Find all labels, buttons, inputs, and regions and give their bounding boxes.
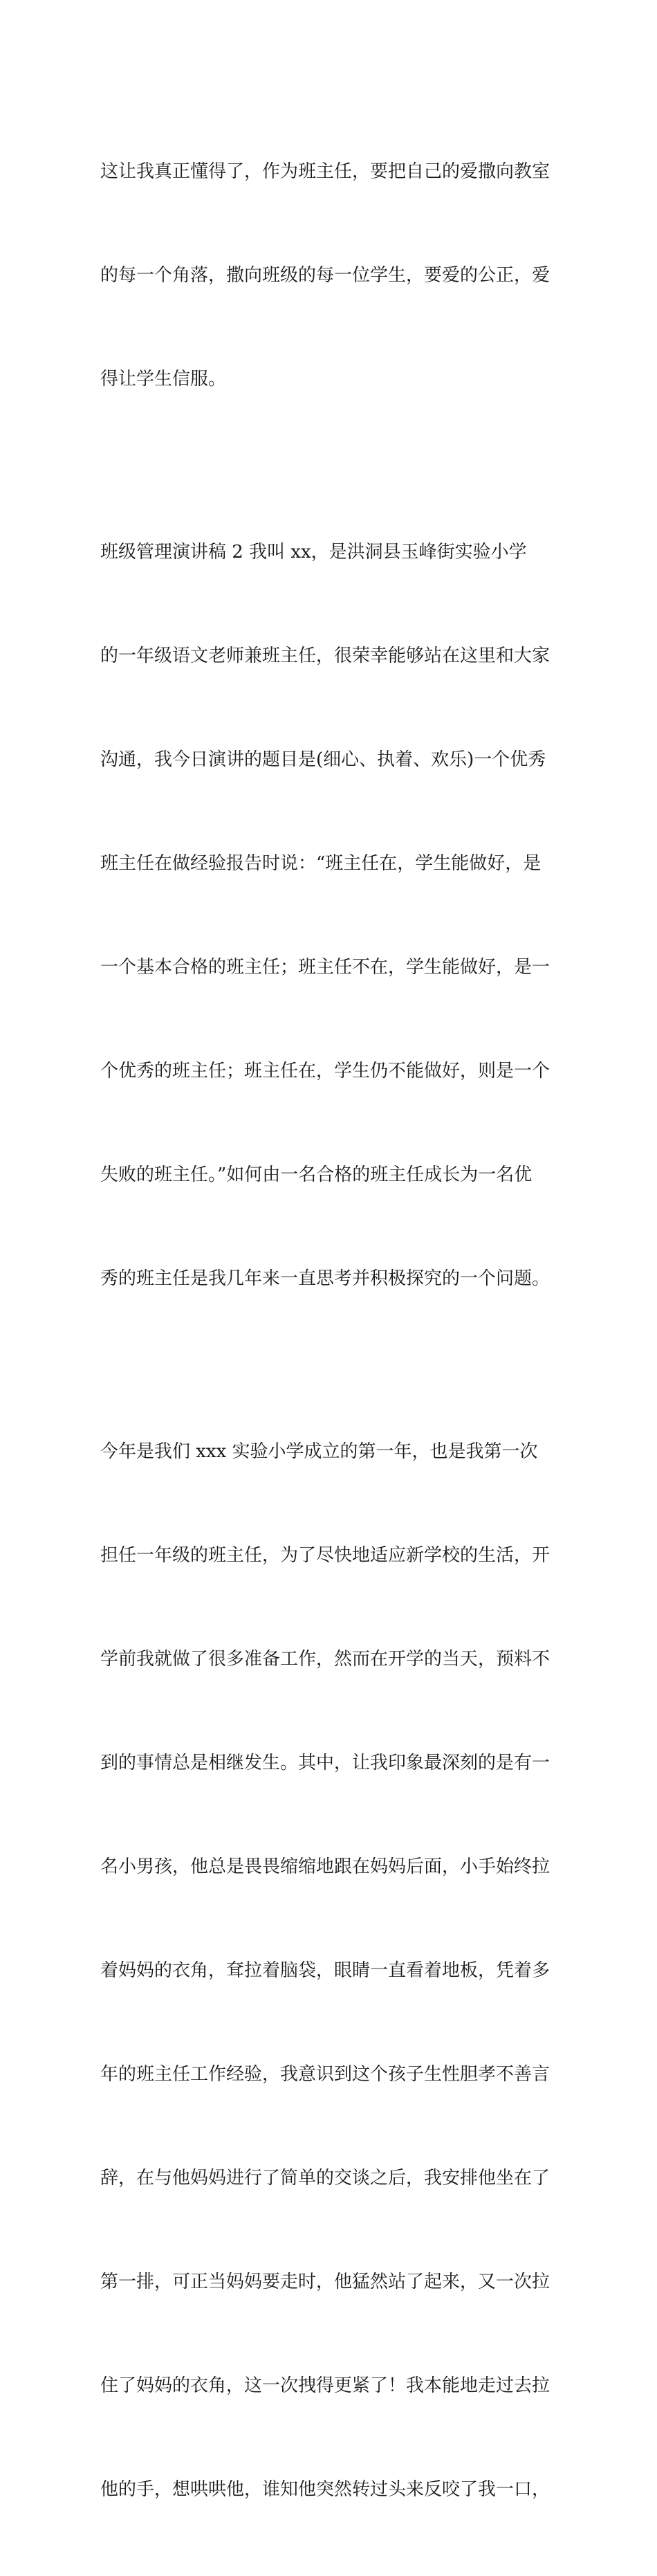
text-line: 着妈妈的衣角，耷拉着脑袋，眼睛一直看着地板，凭着多 — [100, 1960, 550, 1981]
text-line: 一个基本合格的班主任；班主任不在，学生能做好，是一 — [100, 957, 550, 978]
text-line: 今年是我们 xxx 实验小学成立的第一年，也是我第一次 — [100, 1441, 538, 1462]
text-line: 他的手，想哄哄他，谁知他突然转过头来反咬了我一口， — [100, 2479, 550, 2500]
text-line: 班级管理演讲稿 2 我叫 xx，是洪洞县玉峰街实验小学 — [100, 542, 527, 563]
text-line: 辞，在与他妈妈进行了简单的交谈之后，我安排他坐在了 — [100, 2168, 550, 2189]
text-line: 名小男孩，他总是畏畏缩缩地跟在妈妈后面，小手始终拉 — [100, 1856, 550, 1877]
text-line: 沟通，我今日演讲的题目是(细心、执着、欢乐)一个优秀 — [100, 749, 546, 770]
text-line: 的每一个角落，撒向班级的每一位学生，要爱的公正，爱 — [100, 265, 550, 286]
text-line: 秀的班主任是我几年来一直思考并积极探究的一个问题。 — [100, 1268, 550, 1289]
document-body — [100, 85, 558, 2576]
text-line: 到的事情总是相继发生。其中，让我印象最深刻的是有一 — [100, 1753, 550, 1773]
text-line: 的一年级语文老师兼班主任，很荣幸能够站在这里和大家 — [100, 646, 550, 666]
paragraph-3 — [100, 1365, 558, 2576]
text-line: 失败的班主任。”如何由一名合格的班主任成长为一名优 — [100, 1164, 533, 1185]
text-line: 班主任在做经验报告时说：“班主任在，学生能做好，是 — [100, 853, 542, 874]
text-line: 得让学生信服。 — [100, 369, 227, 390]
text-line: 住了妈妈的衣角，这一次拽得更紧了！我本能地走过去拉 — [100, 2375, 550, 2396]
text-line: 个优秀的班主任；班主任在，学生仍不能做好，则是一个 — [100, 1061, 550, 1081]
text-line: 年的班主任工作经验，我意识到这个孩子生性胆孝不善言 — [100, 2064, 550, 2085]
text-line: 这让我真正懂得了，作为班主任，要把自己的爱撒向教室 — [100, 161, 550, 182]
text-line: 担任一年级的班主任，为了尽快地适应新学校的生活，开 — [100, 1545, 550, 1566]
text-line: 学前我就做了很多准备工作，然而在开学的当天，预料不 — [100, 1649, 550, 1670]
paragraph-2 — [100, 466, 558, 1365]
paragraph-1 — [100, 85, 558, 466]
text-line: 第一排，可正当妈妈要走时，他猛然站了起来，又一次拉 — [100, 2272, 550, 2292]
